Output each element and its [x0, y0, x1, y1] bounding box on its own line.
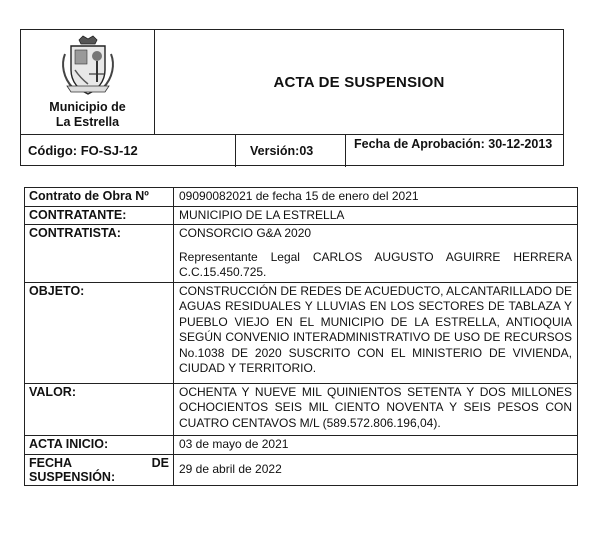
objeto-value: CONSTRUCCIÓN DE REDES DE ACUEDUCTO, ALCANTARILLADO DE AGUAS RESIDUALES Y LLUVIAS EN LOS SECTORES DE TABLAZA Y PUEBLO VIEJO EN EL MUNICIPIO DE LA ESTRELLA, ANTIOQUIA SEGÚN CONVENIO INTERADMINISTRATIVO DE USO DE RECURSOS No.1038 DE 2020 SUSCRITO CON EL MINISTERIO DE VIVIENDA, CIUDAD Y TERRITORIO.: [174, 282, 578, 383]
table-row-contratista: [25, 225, 578, 283]
municipality-line-1: Municipio de: [49, 100, 126, 114]
acta-inicio-label: ACTA INICIO:: [25, 436, 174, 455]
fecha-suspension-value: 29 de abril de 2022: [174, 454, 578, 485]
acta-inicio-value: 03 de mayo de 2021: [174, 436, 578, 455]
document-header: [20, 29, 564, 166]
document-code: Código: FO-SJ-12: [21, 135, 236, 167]
contrato-label: Contrato de Obra Nº: [25, 188, 174, 207]
table-row-valor: [25, 383, 578, 436]
document-version: Versión:03: [236, 135, 346, 167]
table-row-acta-inicio: [25, 436, 578, 455]
municipality-line-2: La Estrella: [55, 115, 120, 129]
title-cell: [155, 30, 563, 134]
contratista-label: CONTRATISTA:: [25, 225, 174, 283]
fecha-label-line: [29, 456, 169, 470]
contratante-label: CONTRATANTE:: [25, 206, 174, 225]
valor-label: VALOR:: [25, 383, 174, 436]
objeto-label: OBJETO:: [25, 282, 174, 383]
representante-value: Representante Legal CARLOS AUGUSTO AGUIRRE HERRERA C.C.15.450.725.: [179, 249, 572, 279]
contratante-value: MUNICIPIO DE LA ESTRELLA: [174, 206, 578, 225]
contract-data-table: [24, 187, 578, 486]
table-row-objeto: [25, 282, 578, 383]
approval-date: Fecha de Aprobación: 30-12-2013: [354, 137, 553, 151]
fecha-suspension-label: [25, 454, 174, 485]
contratista-value: CONSORCIO G&A 2020: [179, 226, 312, 240]
valor-value: OCHENTA Y NUEVE MIL QUINIENTOS SETENTA Y DOS MILLONES OCHOCIENTOS SEIS MIL CIENTO NOVENTA Y SEIS PESOS CON CUATRO CENTAVOS M/L (589.572.806.196,04).: [174, 383, 578, 436]
fecha-label-de: DE: [151, 455, 169, 470]
header-info-row: [21, 134, 563, 167]
table-row-fecha-suspension: [25, 454, 578, 485]
table-row-contrato: [25, 188, 578, 207]
fecha-label-word: FECHA: [29, 455, 73, 470]
table-row-contratante: [25, 206, 578, 225]
logo-cell: [21, 30, 155, 134]
document-title: ACTA DE SUSPENSION: [273, 73, 445, 91]
contratista-cell: [174, 225, 578, 283]
contrato-value: 09090082021 de fecha 15 de enero del 2021: [174, 188, 578, 207]
suspension-label-word: SUSPENSIÓN:: [29, 469, 116, 484]
municipality-name: [21, 100, 154, 130]
municipal-shield-logo: [59, 34, 117, 98]
